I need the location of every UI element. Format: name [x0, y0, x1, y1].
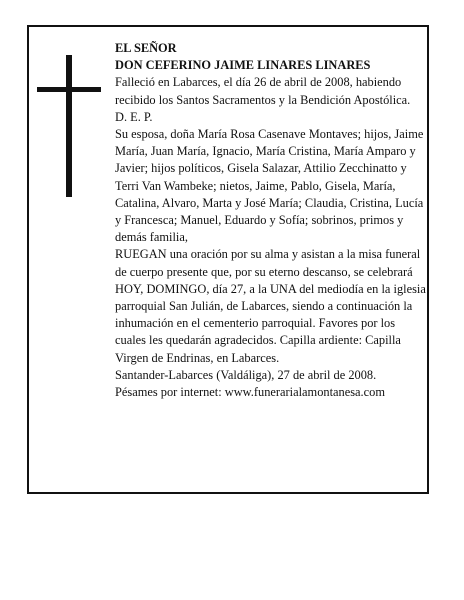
dep-line: D. E. P.	[115, 109, 153, 124]
death-announcement: Falleció en Labarces, el día 26 de abril de 2008, habiendo recibido los Santos Sacramentos y la Bendición Apostólica.	[115, 75, 411, 107]
family-list: Su esposa, doña María Rosa Casenave Montaves; hijos, Jaime María, Juan María, Ignacio, María Cristina, María Amparo y Javier; hijos políticos, Gisela Salazar, Attilio Zecchinatto y Terri Van Wambeke; nietos, Jaime, Pablo, Gisela, María, Catalina, Alvaro, Marta y José María; Claudia, Cristina, Lucía y Francesca; Manuel, Eduardo y Sofía; sobrinos, primos y demás familia,	[115, 127, 424, 245]
obituary-text	[115, 40, 427, 401]
obituary-notice	[27, 25, 429, 494]
cross-horizontal-bar	[37, 87, 101, 92]
cross-icon	[37, 55, 101, 197]
cross-vertical-bar	[66, 55, 72, 197]
place-date: Santander-Labarces (Valdáliga), 27 de abril de 2008.	[115, 367, 377, 382]
title-line-1: EL SEÑOR	[115, 41, 177, 55]
deceased-name: DON CEFERINO JAIME LINARES LINARES	[115, 58, 371, 73]
condolences-line: Pésames por internet: www.funerarialamontanesa.com	[115, 385, 385, 400]
prayer-request: RUEGAN una oración por su alma y asistan a la misa funeral de cuerpo presente que, por su eterno descanso, se celebrará HOY, DOMINGO, día 27, a la UNA del mediodía en la iglesia parroquial San Julián, de Labarces, siendo a continuación la inhumación en el cementerio parroquial. Favores por los cuales les quedarán agradecidos. Capilla ardiente: Capilla Virgen de Endrinas, en Labarces.	[115, 247, 426, 365]
